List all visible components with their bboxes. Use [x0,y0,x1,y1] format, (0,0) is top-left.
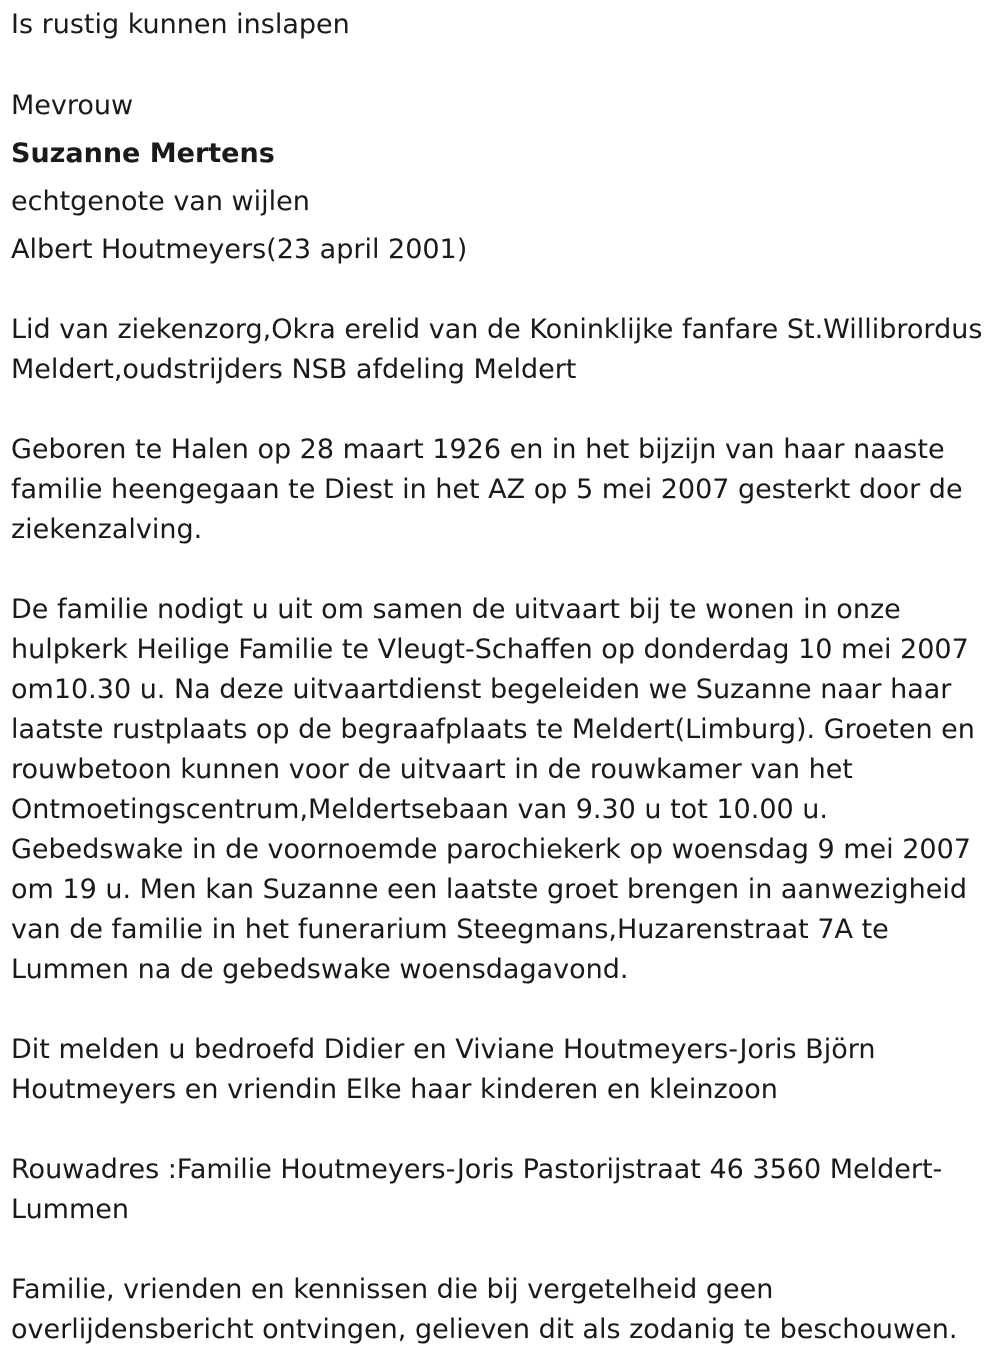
funeral-info-line: rouwbetoon kunnen voor de uitvaart in de rouwkamer van het [11,754,853,785]
funeral-info-line: Lummen na de gebedswake woensdagavond. [11,954,629,985]
funeral-info-line: om10.30 u. Na deze uitvaartdienst begeleiden we Suzanne naar haar [11,674,952,705]
membership-line: Lid van ziekenzorg,Okra erelid van de Koninklijke fanfare St.Willibrordus [11,314,983,345]
address-line: Rouwadres :Familie Houtmeyers-Joris Pastorijstraat 46 3560 Meldert- [11,1154,943,1185]
relation-text: echtgenote van wijlen [11,186,310,217]
funeral-info-line: van de familie in het funerarium Steegmans,Huzarenstraat 7A te [11,914,889,945]
notice-line: Familie, vrienden en kennissen die bij vergetelheid geen [11,1274,774,1305]
funeral-info-line: De familie nodigt u uit om samen de uitvaart bij te wonen in onze [11,594,901,625]
announcement-line: Dit melden u bedroefd Didier en Viviane Houtmeyers-Joris Björn [11,1034,876,1065]
title-prefix: Mevrouw [11,90,134,121]
deceased-name: Suzanne Mertens [11,138,275,169]
notice-line: overlijdensbericht ontvingen, gelieven dit als zodanig te beschouwen. [11,1314,958,1345]
funeral-info-line: Gebedswake in de voornoemde parochiekerk op woensdag 9 mei 2007 [11,834,971,865]
intro-text: Is rustig kunnen inslapen [11,9,350,40]
birth-death-line: Geboren te Halen op 28 maart 1926 en in het bijzijn van haar naaste [11,434,945,465]
funeral-info-line: laatste rustplaats op de begraafplaats te Meldert(Limburg). Groeten en [11,714,975,745]
spouse-text: Albert Houtmeyers(23 april 2001) [11,234,468,265]
funeral-info-line: om 19 u. Men kan Suzanne een laatste groet brengen in aanwezigheid [11,874,967,905]
announcement-line: Houtmeyers en vriendin Elke haar kinderen en kleinzoon [11,1074,778,1105]
funeral-info-line: hulpkerk Heilige Familie te Vleugt-Schaffen op donderdag 10 mei 2007 [11,634,969,665]
address-line: Lummen [11,1194,130,1225]
birth-death-line: familie heengegaan te Diest in het AZ op 5 mei 2007 gesterkt door de [11,474,963,505]
membership-line: Meldert,oudstrijders NSB afdeling Meldert [11,354,577,385]
funeral-info-line: Ontmoetingscentrum,Meldertsebaan van 9.30 u tot 10.00 u. [11,794,828,825]
birth-death-line: ziekenzalving. [11,514,203,545]
